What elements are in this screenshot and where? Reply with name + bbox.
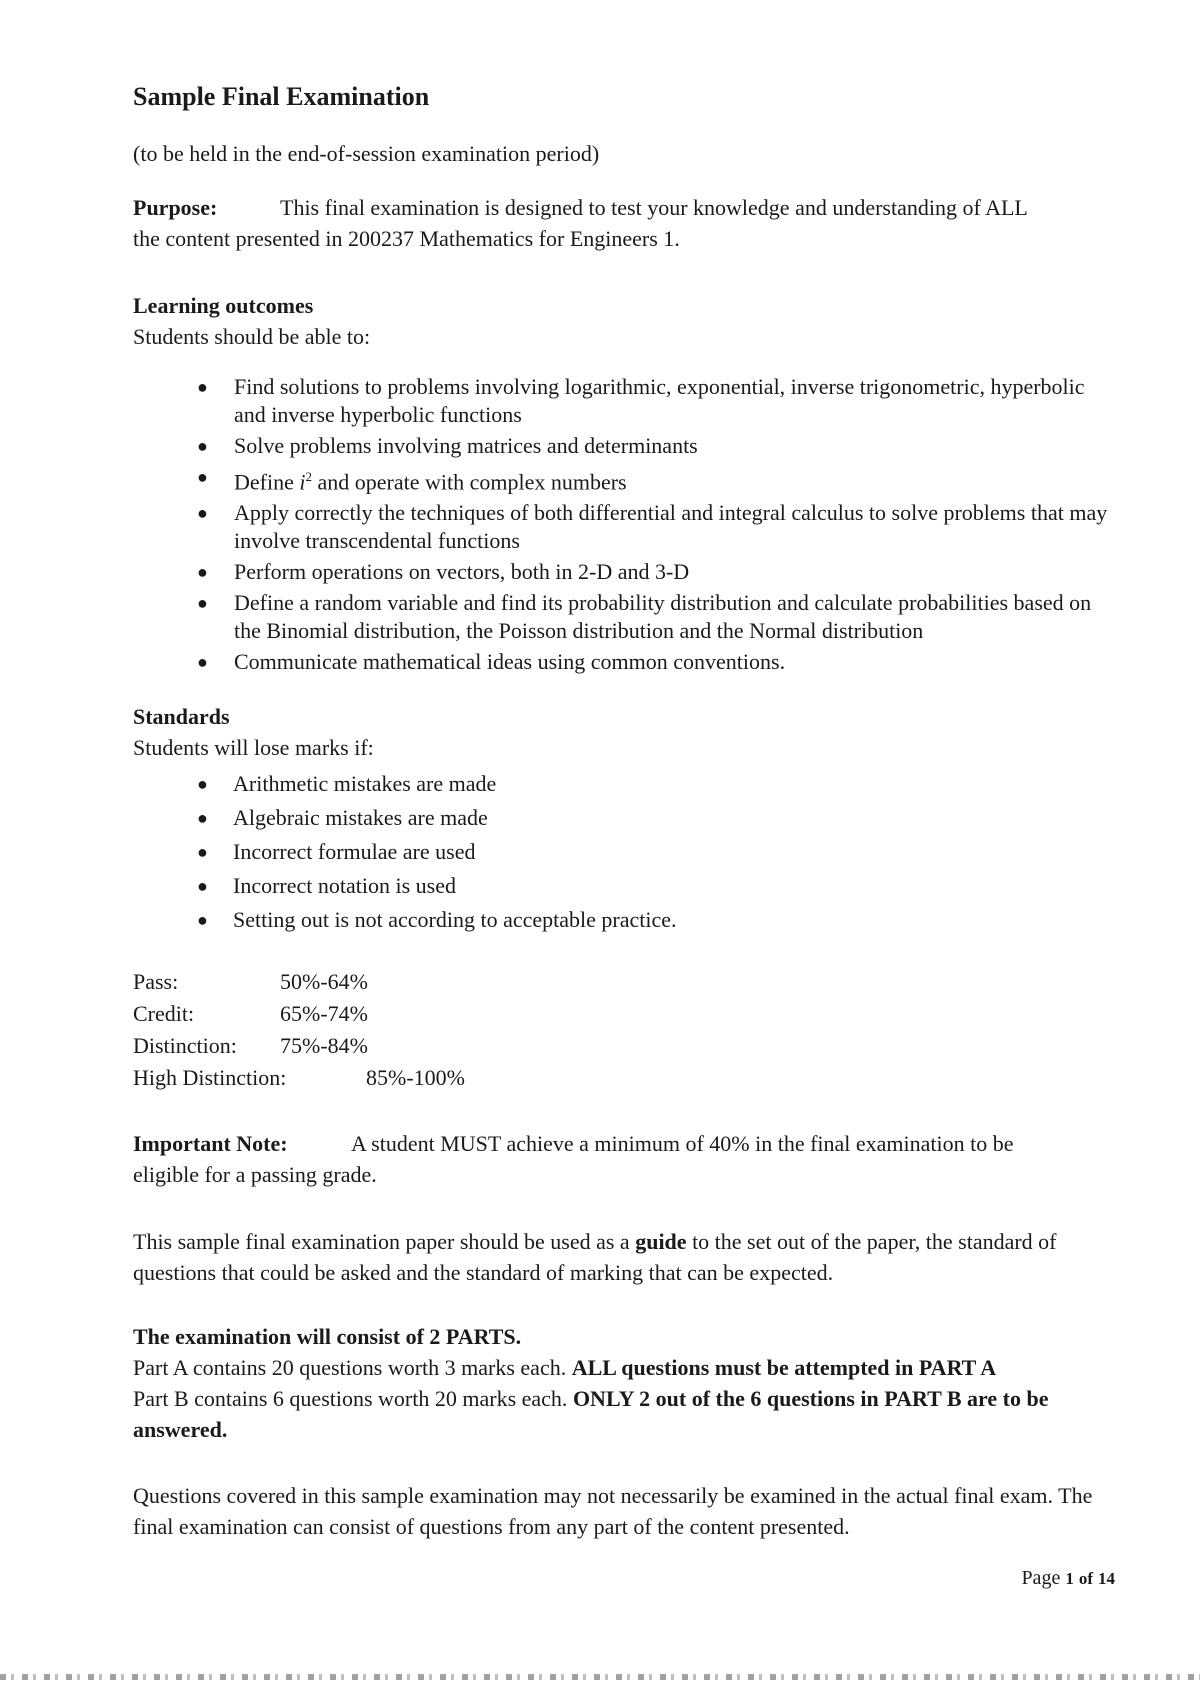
learning-outcomes-header bbox=[133, 290, 1118, 352]
grade-range: 85%-100% bbox=[366, 1065, 465, 1090]
important-note-line-2: eligible for a passing grade. bbox=[133, 1162, 377, 1187]
grade-range: 65%-74% bbox=[280, 1001, 368, 1026]
bullet-icon: ● bbox=[197, 593, 208, 614]
list-item: ● Define $i^2$ and operate with complex numbers bbox=[133, 463, 1118, 496]
page-footer bbox=[1021, 1567, 1115, 1590]
bullet-icon: ● bbox=[197, 876, 208, 896]
purpose-line-1 bbox=[133, 192, 1118, 223]
bullet-icon: ● bbox=[197, 436, 208, 456]
list-item: ● Communicate mathematical ideas using common conventions. bbox=[197, 649, 786, 675]
grade-label: Distinction: bbox=[133, 1033, 237, 1058]
list-item: ● Setting out is not according to acceptable practice. bbox=[133, 903, 1118, 937]
imaginary-exponent: 2 bbox=[305, 469, 312, 484]
imaginary-unit: i bbox=[299, 469, 306, 495]
bullet-icon: ● bbox=[197, 467, 208, 487]
learning-outcomes-intro: Students should be able to: bbox=[133, 324, 371, 349]
purpose-label: Purpose: bbox=[133, 195, 218, 220]
total-pages: 14 bbox=[1098, 1569, 1115, 1588]
standards-heading: Standards bbox=[133, 704, 230, 729]
page-title: Sample Final Examination bbox=[133, 82, 430, 111]
bullet-icon: ● bbox=[197, 503, 208, 524]
grade-label: High Distinction: bbox=[133, 1065, 287, 1090]
bullet-icon: ● bbox=[197, 652, 208, 673]
scan-artifact-line bbox=[0, 1674, 1200, 1680]
grade-range: 50%-64% bbox=[280, 969, 368, 994]
bullet-icon: ● bbox=[197, 808, 208, 828]
purpose-text-1: This final examination is designed to test your knowledge and understanding of ALL bbox=[280, 195, 1028, 220]
list-item: ● Apply correctly the techniques of both differential and integral calculus to solve problems that may involve transcendental functions bbox=[197, 500, 1108, 554]
list-item: ● Define a random variable and find its probability distribution and calculate probabilities based on the Binomial distribution, the Poisson distribution and the Normal distribution bbox=[197, 590, 1092, 644]
of-word: of bbox=[1078, 1569, 1093, 1588]
standards-list bbox=[133, 767, 1118, 937]
page-word: Page bbox=[1021, 1567, 1061, 1589]
bullet-icon: ● bbox=[197, 910, 208, 930]
standards-intro: Students will lose marks if: bbox=[133, 735, 374, 760]
important-note bbox=[133, 1128, 1118, 1190]
exam-parts-heading: The examination will consist of 2 PARTS. bbox=[133, 1324, 522, 1349]
list-item: ● Find solutions to problems involving logarithmic, exponential, inverse trigonometric, hyperbolic and inverse hyperbolic functions bbox=[197, 374, 1085, 427]
define-word: Define bbox=[234, 469, 294, 495]
bullet-icon: ● bbox=[197, 774, 208, 794]
standards-header bbox=[133, 701, 1118, 763]
bullet-icon: ● bbox=[197, 842, 208, 862]
important-note-line-1: Important Note: A student MUST achieve a minimum of 40% in the final examination to be bbox=[133, 1128, 1118, 1159]
bullet-icon: ● bbox=[197, 377, 208, 397]
important-note-label: Important Note: bbox=[133, 1131, 288, 1156]
list-item: ● Solve problems involving matrices and determinants bbox=[197, 433, 698, 458]
page-number: 1 bbox=[1065, 1569, 1074, 1588]
guide-paragraph: This sample final examination paper should be used as a guide to the set out of the paper, the standard of questions that could be asked and the standard of marking that can be expected. bbox=[133, 1229, 1057, 1285]
list-item: ● Incorrect notation is used bbox=[133, 869, 1118, 903]
guide-word: guide bbox=[635, 1229, 687, 1254]
part-a-description: Part A contains 20 questions worth 3 marks each. ALL questions must be attempted in PART A bbox=[133, 1355, 997, 1380]
list-item: ● Arithmetic mistakes are made bbox=[133, 767, 1118, 801]
purpose-section bbox=[133, 192, 1118, 254]
exam-period-note: (to be held in the end-of-session examination period) bbox=[133, 141, 600, 166]
list-item: ● Algebraic mistakes are made bbox=[133, 801, 1118, 835]
purpose-line-2: the content presented in 200237 Mathematics for Engineers 1. bbox=[133, 226, 680, 251]
part-b-description: Part B contains 6 questions worth 20 marks each. ONLY 2 out of the 6 questions in PART B are to be answered. bbox=[133, 1386, 1049, 1442]
closing-paragraph: Questions covered in this sample examination may not necessarily be examined in the actual final exam. The final examination can consist of questions from any part of the content presented. bbox=[133, 1483, 1093, 1539]
exam-parts-section bbox=[133, 1321, 1118, 1445]
list-item: ● Perform operations on vectors, both in 2-D and 3-D bbox=[197, 559, 690, 585]
list-item: ● Incorrect formulae are used bbox=[133, 835, 1118, 869]
learning-outcomes-list bbox=[133, 373, 1118, 679]
grade-range: 75%-84% bbox=[280, 1033, 368, 1058]
bullet-icon: ● bbox=[197, 562, 208, 583]
grade-label: Pass: bbox=[133, 969, 179, 994]
grade-label: Credit: bbox=[133, 1001, 195, 1026]
learning-outcomes-heading: Learning outcomes bbox=[133, 293, 314, 318]
